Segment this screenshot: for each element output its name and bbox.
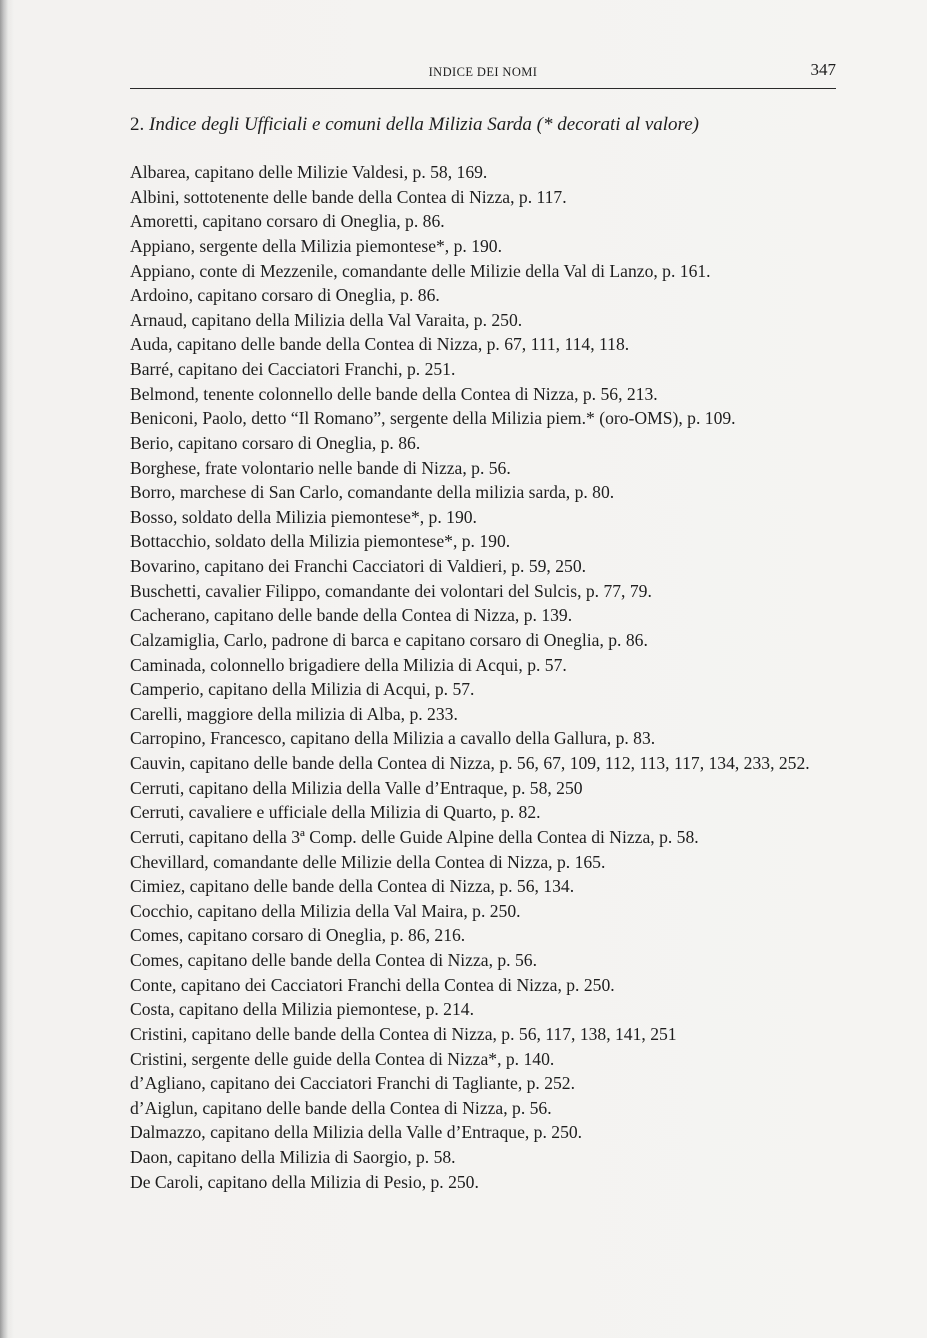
index-entry: Cristini, sergente delle guide della Contea di Nizza*, p. 140.	[130, 1048, 555, 1069]
index-entry: Buschetti, cavalier Filippo, comandante dei volontari del Sulcis, p. 77, 79.	[130, 580, 652, 601]
page-number: 347	[810, 60, 836, 79]
index-entry: Dalmazzo, capitano della Milizia della Valle d’Entraque, p. 250.	[130, 1122, 583, 1143]
index-entry: Daon, capitano della Milizia di Saorgio, p. 58.	[130, 1147, 456, 1167]
index-entry: Carelli, maggiore della milizia di Alba, p. 233.	[130, 703, 458, 724]
index-entry: Beniconi, Paolo, detto “Il Romano”, sergente della Milizia piem.* (oro-OMS), p. 109.	[130, 408, 736, 429]
index-entry: d’Aiglun, capitano delle bande della Contea di Nizza, p. 56.	[130, 1097, 552, 1118]
index-entry: d’Agliano, capitano dei Cacciatori Franchi di Tagliante, p. 252.	[130, 1073, 575, 1094]
index-entry: Barré, capitano dei Cacciatori Franchi, p. 251.	[130, 359, 456, 379]
running-header	[130, 58, 836, 89]
index-entry: Cerruti, capitano della Milizia della Valle d’Entraque, p. 58, 250	[130, 777, 583, 798]
index-entry: Ardoino, capitano corsaro di Oneglia, p. 86.	[130, 285, 440, 306]
index-entry: Albini, sottotenente delle bande della Contea di Nizza, p. 117.	[130, 186, 567, 207]
index-entry: Cauvin, capitano delle bande della Contea di Nizza, p. 56, 67, 109, 112, 113, 117, 134, 233, 252.	[130, 753, 810, 773]
index-entry: Borro, marchese di San Carlo, comandante della milizia sarda, p. 80.	[130, 482, 615, 503]
index-entry: Cristini, capitano delle bande della Contea di Nizza, p. 56, 117, 138, 141, 251	[130, 1023, 677, 1044]
index-entry: Appiano, sergente della Milizia piemontese*, p. 190.	[130, 235, 502, 256]
index-entry: Borghese, frate volontario nelle bande di Nizza, p. 56.	[130, 457, 511, 478]
index-entry: Caminada, colonnello brigadiere della Milizia di Acqui, p. 57.	[130, 654, 567, 675]
index-entry: Belmond, tenente colonnello delle bande della Contea di Nizza, p. 56, 213.	[130, 383, 658, 404]
index-entries	[130, 160, 840, 1194]
index-entry: Cimiez, capitano delle bande della Contea di Nizza, p. 56, 134.	[130, 876, 575, 897]
index-entry: Bosso, soldato della Milizia piemontese*, p. 190.	[130, 506, 477, 527]
index-entry: Conte, capitano dei Cacciatori Franchi della Contea di Nizza, p. 250.	[130, 974, 615, 995]
section-heading	[130, 114, 836, 136]
index-entry: Bovarino, capitano dei Franchi Cacciatori di Valdieri, p. 59, 250.	[130, 556, 587, 576]
index-entry: Chevillard, comandante delle Milizie della Contea di Nizza, p. 165.	[130, 851, 606, 872]
index-entry: Carropino, Francesco, capitano della Milizia a cavallo della Gallura, p. 83.	[130, 728, 656, 749]
index-entry: Cocchio, capitano della Milizia della Val Maira, p. 250.	[130, 900, 521, 921]
running-title: INDICE DEI NOMI	[428, 65, 538, 79]
index-entry: Berio, capitano corsaro di Oneglia, p. 86.	[130, 432, 421, 453]
index-entry: Albarea, capitano delle Milizie Valdesi, p. 58, 169.	[130, 162, 488, 182]
section-title: Indice degli Ufficiali e comuni della Milizia Sarda (* decorati al valore)	[149, 114, 700, 135]
index-entry: Bottacchio, soldato della Milizia piemontese*, p. 190.	[130, 531, 511, 552]
index-entry: Auda, capitano delle bande della Contea di Nizza, p. 67, 111, 114, 118.	[130, 334, 630, 355]
index-entry: Calzamiglia, Carlo, padrone di barca e capitano corsaro di Oneglia, p. 86.	[130, 629, 648, 650]
index-entry: Cerruti, cavaliere e ufficiale della Milizia di Quarto, p. 82.	[130, 802, 541, 823]
index-entry: Cacherano, capitano delle bande della Contea di Nizza, p. 139.	[130, 605, 573, 626]
index-entry: Amoretti, capitano corsaro di Oneglia, p. 86.	[130, 211, 445, 232]
index-entry: Comes, capitano corsaro di Oneglia, p. 86, 216.	[130, 925, 466, 946]
binding-shadow	[0, 0, 8, 1338]
index-entry: Comes, capitano delle bande della Contea di Nizza, p. 56.	[130, 950, 537, 970]
index-entry: Costa, capitano della Milizia piemontese, p. 214.	[130, 999, 474, 1020]
index-entry: Appiano, conte di Mezzenile, comandante delle Milizie della Val di Lanzo, p. 161.	[130, 260, 711, 281]
index-entry: De Caroli, capitano della Milizia di Pesio, p. 250.	[130, 1171, 479, 1192]
index-entry: Camperio, capitano della Milizia di Acqui, p. 57.	[130, 679, 475, 700]
index-entry: Arnaud, capitano della Milizia della Val Varaita, p. 250.	[130, 309, 523, 330]
index-entry: Cerruti, capitano della 3ª Comp. delle Guide Alpine della Contea di Nizza, p. 58.	[130, 826, 699, 847]
section-number: 2.	[130, 114, 145, 135]
